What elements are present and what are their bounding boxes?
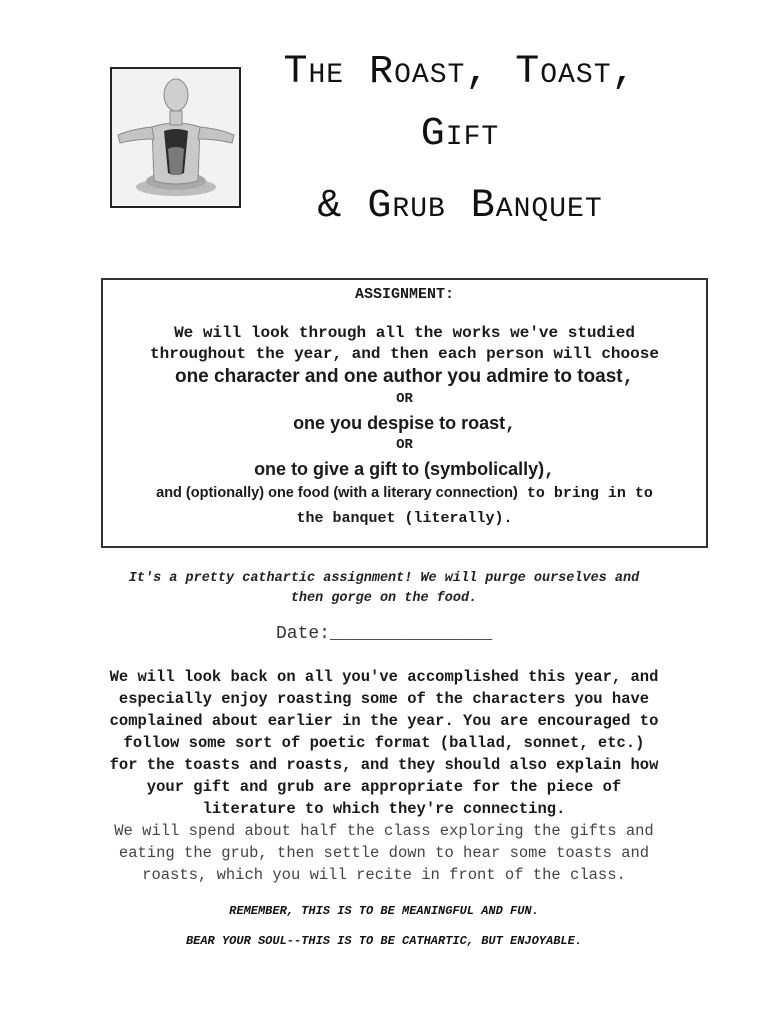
- paragraph-line: especially enjoy roasting some of the characters you have: [118, 690, 650, 708]
- paragraph-line: follow some sort of poetic format (ballad, sonnet, etc.): [123, 734, 645, 752]
- paragraph-line: complained about earlier in the year. You are encouraged to: [109, 712, 659, 730]
- food-option-line: [103, 485, 706, 502]
- sculpture-photo: [110, 67, 241, 208]
- roast-option: one you despise to roast: [293, 413, 506, 433]
- or-separator-1: OR: [396, 391, 413, 407]
- food-option: and (optionally) one food (with a literary connection): [156, 485, 518, 501]
- food-option-tail: to bring in to: [517, 485, 653, 502]
- page-title-line-2: Gift: [420, 112, 500, 157]
- or-separator-2: OR: [396, 437, 413, 453]
- paragraph-line: your gift and grub are appropriate for the piece of: [146, 778, 622, 796]
- paragraph-line: We will spend about half the class exploring the gifts and: [114, 822, 654, 840]
- gift-option-comma: ,: [544, 461, 555, 481]
- closing-reminder-1: REMEMBER, THIS IS TO BE MEANINGFUL AND FUN.: [229, 904, 539, 918]
- toast-option-comma: ,: [622, 366, 635, 388]
- paragraph-line: roasts, which you will recite in front of the class.: [142, 866, 626, 884]
- cathartic-note-line-2: then gorge on the food.: [290, 591, 478, 606]
- sculpture-illustration: [112, 69, 239, 206]
- assignment-box: [101, 278, 708, 548]
- toast-option: one character and one author you admire to toast: [174, 366, 623, 387]
- assignment-closing-line: the banquet (literally).: [296, 510, 513, 527]
- assignment-intro-line-1: We will look through all the works we've studied: [174, 324, 635, 342]
- toast-option-line: [103, 366, 706, 388]
- assignment-heading: ASSIGNMENT:: [354, 286, 455, 303]
- page-title-line-3: & Grub Banquet: [317, 184, 603, 229]
- paragraph-line: We will look back on all you've accomplished this year, and: [109, 668, 659, 686]
- gift-option-line: [103, 459, 706, 481]
- cathartic-note-line-1: It's a pretty cathartic assignment! We will purge ourselves and: [128, 571, 640, 586]
- paragraph-line: eating the grub, then settle down to hear some toasts and: [118, 844, 650, 862]
- roast-option-line: [103, 413, 706, 435]
- gift-option: one to give a gift to (symbolically): [254, 459, 545, 479]
- paragraph-line: literature to which they're connecting.: [202, 800, 566, 818]
- date-field: Date:_______________: [275, 624, 493, 644]
- roast-option-comma: ,: [505, 415, 516, 435]
- page-title-line-1: The Roast, Toast,: [283, 50, 637, 95]
- paragraph-line: for the toasts and roasts, and they should also explain how: [109, 756, 659, 774]
- closing-reminder-2: BEAR YOUR SOUL--THIS IS TO BE CATHARTIC, BUT ENJOYABLE.: [185, 934, 583, 948]
- assignment-intro-line-2: throughout the year, and then each person will choose: [150, 345, 659, 363]
